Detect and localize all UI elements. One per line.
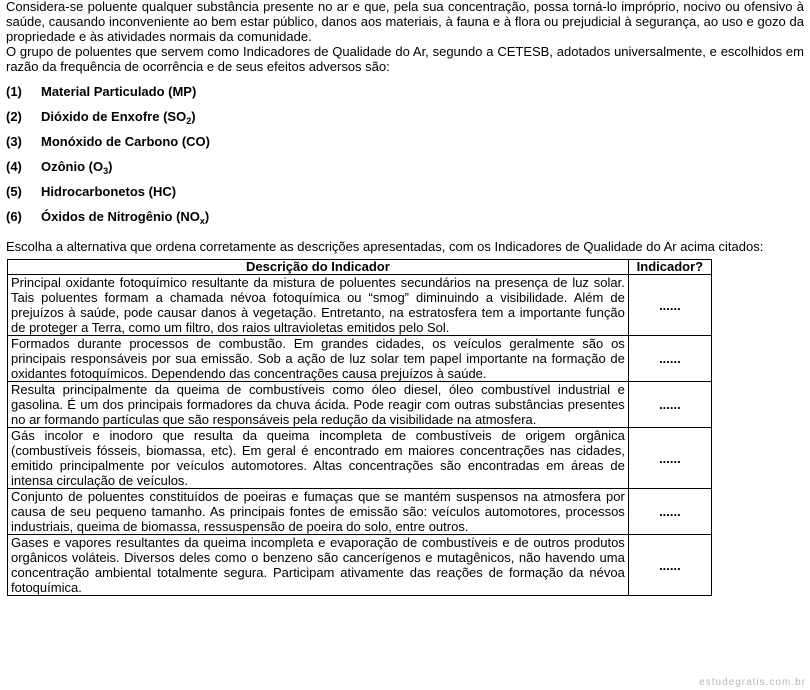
indicator-table <box>7 259 712 596</box>
pollutant-item <box>6 209 804 234</box>
watermark: estudegratis.com.br <box>699 677 806 688</box>
table-row <box>8 428 712 489</box>
header-description: Descrição do Indicador <box>8 260 629 275</box>
pollutant-item <box>6 159 804 184</box>
pollutant-name-text: Óxidos de Nitrogênio (NO <box>41 209 200 224</box>
table-row <box>8 336 712 382</box>
question-document <box>6 0 804 596</box>
table-row <box>8 489 712 535</box>
pollutant-list <box>6 84 804 234</box>
indicator-answer-blank: ...... <box>628 275 711 336</box>
intro-paragraph-1: Considera-se poluente qualquer substância presente no ar e que, pela sua concentração, possa torná-lo impróprio, nocivo ou ofensivo à saúde, causando inconveniente ao bem estar público, danos aos materiais, à fauna e à flora ou prejudicial à segurança, ao uso e gozo da propriedade e às atividades normais da comunidade. <box>6 0 804 44</box>
indicator-description: Principal oxidante fotoquímico resultante da mistura de poluentes secundários na presença de luz solar. Tais poluentes formam a chamada névoa fotoquímica ou “smog” diminuindo a visibilidade. Além de prejuízos à saúde, pode causar danos à vegetação. Entretanto, na estratosfera tem a importante função de proteger a Terra, como um filtro, dos raios ultravioletas emitidos pelo Sol. <box>8 275 629 336</box>
pollutant-number: (3) <box>6 134 22 149</box>
pollutant-name <box>41 109 196 134</box>
pollutant-name-text: Ozônio (O <box>41 159 104 174</box>
pollutant-name <box>41 159 112 184</box>
table-header-row <box>8 260 712 275</box>
pollutant-subscript: 2 <box>186 116 192 126</box>
pollutant-name-close: ) <box>191 109 196 124</box>
pollutant-name <box>41 209 209 234</box>
indicator-answer-blank: ...... <box>628 428 711 489</box>
intro-paragraph-2: O grupo de poluentes que servem como Indicadores de Qualidade do Ar, segundo a CETESB, adotados universalmente, e escolhidos em razão da frequência de ocorrência e de seus efeitos adversos são: <box>6 44 804 74</box>
pollutant-number: (4) <box>6 159 22 174</box>
table-row <box>8 535 712 596</box>
pollutant-number: (2) <box>6 109 22 124</box>
indicator-description: Gases e vapores resultantes da queima incompleta e evaporação de combustíveis e de outros produtos orgânicos voláteis. Diversos deles como o benzeno são cancerígenos e mutagênicos, não havendo uma concentração ambiental totalmente segura. Participam ativamente das reações de formação da névoa fotoquímica. <box>8 535 629 596</box>
table-body <box>8 275 712 596</box>
indicator-description: Resulta principalmente da queima de combustíveis como óleo diesel, óleo combustível industrial e gasolina. É um dos principais formadores da chuva ácida. Pode reagir com outras substâncias presentes no ar formando partículas que são responsáveis pela redução da visibilidade na atmosfera. <box>8 382 629 428</box>
pollutant-item <box>6 184 804 209</box>
pollutant-item <box>6 109 804 134</box>
pollutant-name: Monóxido de Carbono (CO) <box>41 134 210 149</box>
table-row <box>8 382 712 428</box>
indicator-answer-blank: ...... <box>628 489 711 535</box>
pollutant-name-text: Dióxido de Enxofre (SO <box>41 109 187 124</box>
table-row <box>8 275 712 336</box>
pollutant-name: Material Particulado (MP) <box>41 84 197 99</box>
pollutant-number: (5) <box>6 184 22 199</box>
pollutant-name: Hidrocarbonetos (HC) <box>41 184 177 199</box>
indicator-description: Conjunto de poluentes constituídos de poeiras e fumaças que se mantém suspensos na atmosfera por causa de seu pequeno tamanho. As principais fontes de emissão são: veículos automotores, processos industriais, queima de biomassa, ressuspensão de poeira do solo, entre outros. <box>8 489 629 535</box>
pollutant-item <box>6 134 804 159</box>
pollutant-name-close: ) <box>108 159 113 174</box>
header-indicator: Indicador? <box>628 260 711 275</box>
indicator-answer-blank: ...... <box>628 535 711 596</box>
pollutant-number: (6) <box>6 209 22 224</box>
pollutant-name-close: ) <box>204 209 210 224</box>
indicator-description: Formados durante processos de combustão. Em grandes cidades, os veículos geralmente são os principais responsáveis por sua emissão. Sob a ação de luz solar tem papel importante na formação de oxidantes fotoquímicos. Dependendo das concentrações causa prejuízos à saúde. <box>8 336 629 382</box>
indicator-description: Gás incolor e inodoro que resulta da queima incompleta de combustíveis de origem orgânica (combustíveis fósseis, biomassa, etc). Em geral é encontrado em maiores concentrações nas cidades, emitido principalmente por veículos automotores. Altas concentrações são encontradas em áreas de intensa circulação de veículos. <box>8 428 629 489</box>
indicator-answer-blank: ...... <box>628 336 711 382</box>
question-statement: Escolha a alternativa que ordena corretamente as descrições apresentadas, com os Indicadores de Qualidade do Ar acima citados: <box>6 239 764 254</box>
pollutant-subscript: 3 <box>103 166 109 176</box>
pollutant-item <box>6 84 804 109</box>
pollutant-number: (1) <box>6 84 22 99</box>
indicator-answer-blank: ...... <box>628 382 711 428</box>
pollutant-subscript: x <box>199 216 205 226</box>
